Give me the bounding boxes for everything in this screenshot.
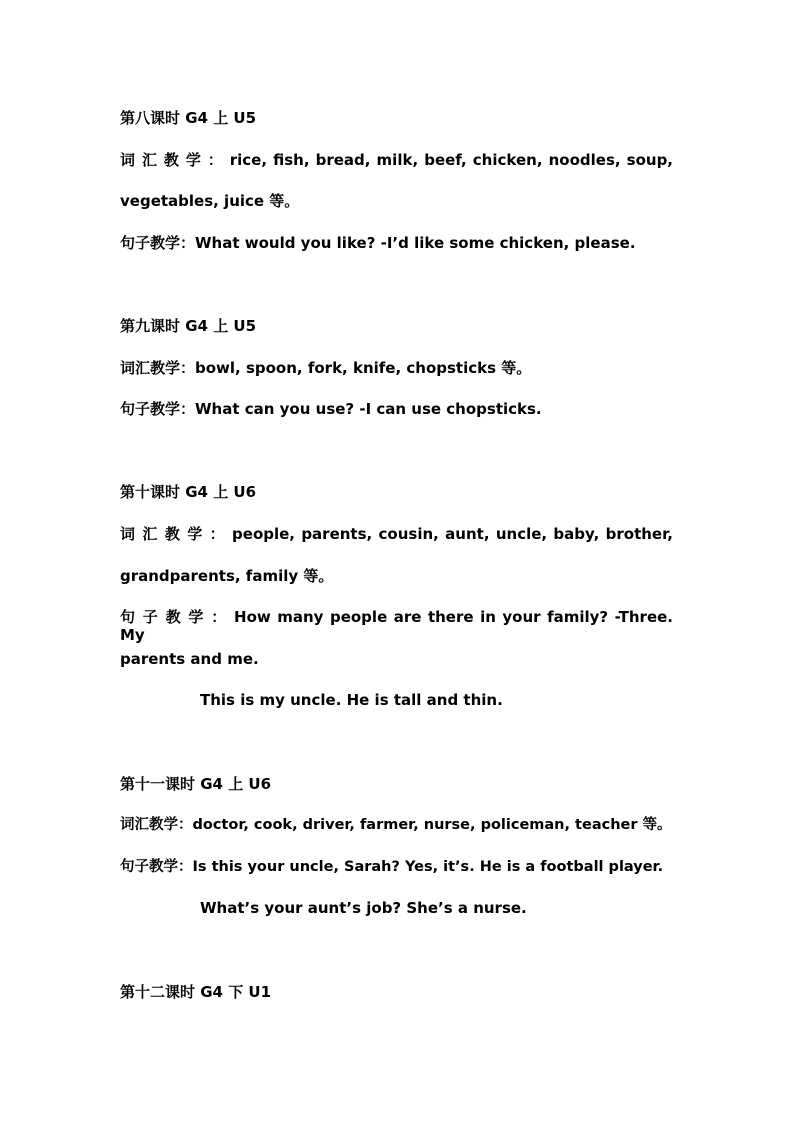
- lesson-8-sentence: 句子教学：What would you like? -I’d like some chicken, please.: [120, 234, 636, 252]
- lesson-11-sentence-line-1: 句子教学：Is this your uncle, Sarah? Yes, it’s. He is a football player.: [120, 859, 664, 875]
- lesson-11-sentence-line-2: What’s your aunt’s job? She’s a nurse.: [200, 899, 527, 917]
- lesson-11-heading: 第十一课时 G4 上 U6: [120, 775, 272, 793]
- lesson-8-vocab-line-1: 词 汇 教 学 ： rice, fish, bread, milk, beef, chicken, noodles, soup,: [120, 151, 673, 169]
- lesson-10-sentence-line-1: 句 子 教 学 ： How many people are there in your family? -Three. My: [120, 608, 673, 644]
- lesson-9-vocab: 词汇教学：bowl, spoon, fork, knife, chopsticks 等。: [120, 359, 532, 377]
- lesson-10-vocab-line-1: 词 汇 教 学 ： people, parents, cousin, aunt, uncle, baby, brother,: [120, 525, 673, 543]
- lesson-12-heading: 第十二课时 G4 下 U1: [120, 983, 272, 1001]
- lesson-11-vocab: 词汇教学：doctor, cook, driver, farmer, nurse, policeman, teacher 等。: [120, 817, 672, 833]
- lesson-10-vocab-line-2: grandparents, family 等。: [120, 567, 334, 585]
- lesson-8-heading: 第八课时 G4 上 U5: [120, 109, 257, 127]
- lesson-8-vocab-line-2: vegetables, juice 等。: [120, 192, 300, 210]
- lesson-10-sentence-line-3: This is my uncle. He is tall and thin.: [200, 691, 503, 709]
- lesson-9-sentence: 句子教学：What can you use? -I can use chopsticks.: [120, 400, 542, 418]
- lesson-10-heading: 第十课时 G4 上 U6: [120, 483, 257, 501]
- lesson-10-sentence-line-2: parents and me.: [120, 650, 259, 668]
- lesson-9-heading: 第九课时 G4 上 U5: [120, 317, 257, 335]
